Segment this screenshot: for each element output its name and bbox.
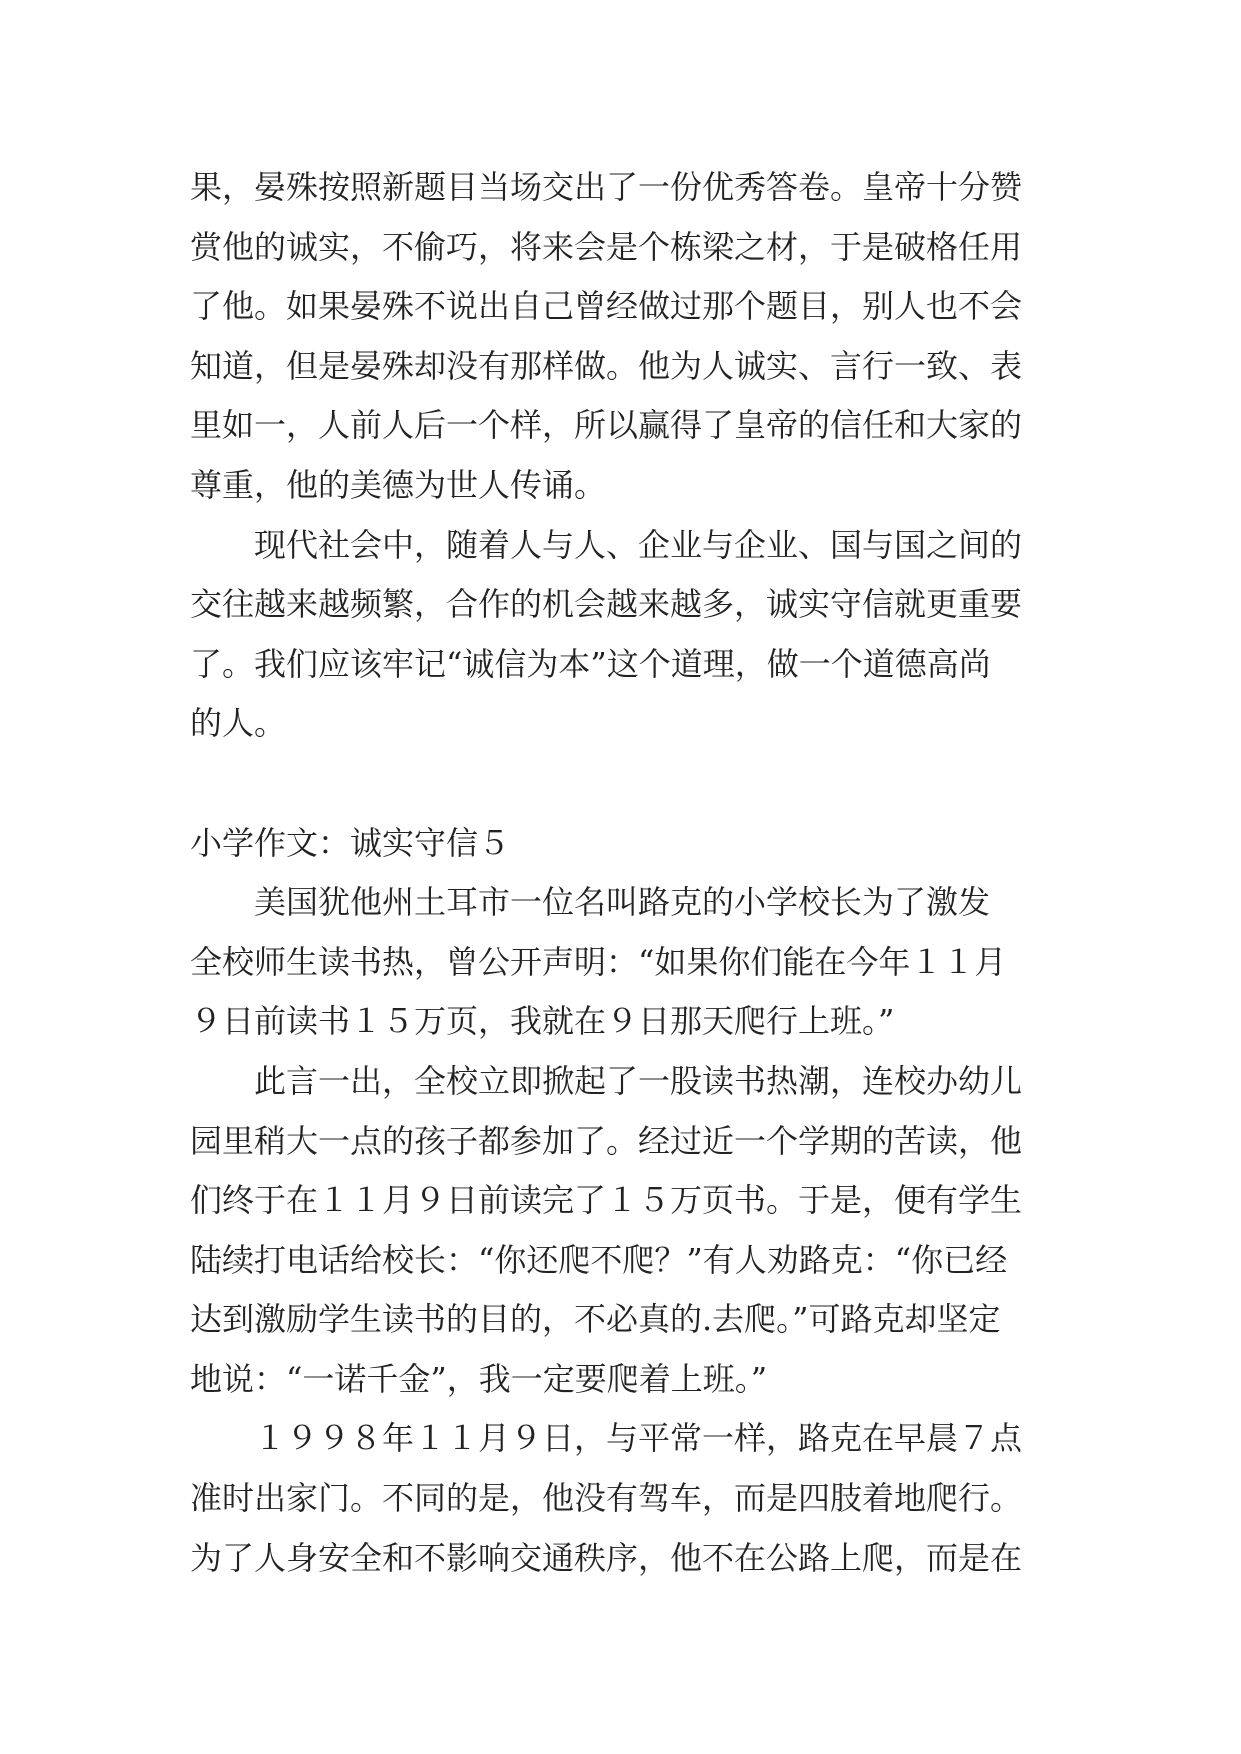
document-body	[190, 158, 1050, 1588]
text-line: 园里稍大一点的孩子都参加了。经过近一个学期的苦读，他	[190, 1121, 1023, 1160]
paragraph-crawling-day	[190, 1409, 1050, 1588]
paragraph-spacer	[190, 754, 1050, 814]
text-line: 的人。	[190, 704, 287, 743]
text-line: 交往越来越频繁，合作的机会越来越多，诚实守信就更重要	[190, 585, 1023, 624]
paragraph-reading-wave	[190, 1052, 1050, 1410]
text-line: ９日前读书１５万页，我就在９日那天爬行上班。”	[190, 1002, 895, 1041]
text-line: 了。我们应该牢记“诚信为本”这个道理，做一个道德高尚	[190, 644, 991, 683]
text-line: １９９８年１１月９日，与平常一样，路克在早晨７点	[254, 1419, 1023, 1458]
text-line: 美国犹他州土耳市一位名叫路克的小学校长为了激发	[254, 883, 991, 922]
text-line: 地说：“一诺千金”，我一定要爬着上班。”	[190, 1359, 768, 1398]
text-line: 果，晏殊按照新题目当场交出了一份优秀答卷。皇帝十分赞	[190, 168, 1023, 206]
paragraph-principal-statement	[190, 873, 1050, 1052]
text-line: 尊重，他的美德为世人传诵。	[190, 465, 607, 504]
text-line: 此言一出，全校立即掀起了一股读书热潮，连校办幼儿	[254, 1061, 1023, 1100]
text-line: 赏他的诚实，不偷巧，将来会是个栋梁之材，于是破格任用	[190, 227, 1023, 266]
paragraph-yanshu-honesty	[190, 158, 1050, 516]
text-line: 现代社会中，随着人与人、企业与企业、国与国之间的	[254, 525, 1023, 564]
text-line: 全校师生读书热，曾公开声明：“如果你们能在今年１１月	[190, 942, 1007, 981]
text-line: 为了人身安全和不影响交通秩序，他不在公路上爬，而是在	[190, 1538, 1023, 1577]
text-line: 知道，但是晏殊却没有那样做。他为人诚实、言行一致、表	[190, 346, 1023, 385]
paragraph-modern-society	[190, 516, 1050, 754]
text-line: 了他。如果晏殊不说出自己曾经做过那个题目，别人也不会	[190, 287, 1023, 326]
text-line: 准时出家门。不同的是，他没有驾车，而是四肢着地爬行。	[190, 1479, 1023, 1518]
text-line: 们终于在１１月９日前读完了１５万页书。于是，便有学生	[190, 1181, 1023, 1220]
text-line: 陆续打电话给校长：“你还爬不爬？”有人劝路克：“你已经	[190, 1240, 1008, 1279]
text-line: 达到激励学生读书的目的，不必真的.去爬。”可路克却坚定	[190, 1300, 1001, 1339]
section-heading: 小学作文：诚实守信５	[190, 823, 511, 862]
text-line: 里如一，人前人后一个样，所以赢得了皇帝的信任和大家的	[190, 406, 1023, 445]
